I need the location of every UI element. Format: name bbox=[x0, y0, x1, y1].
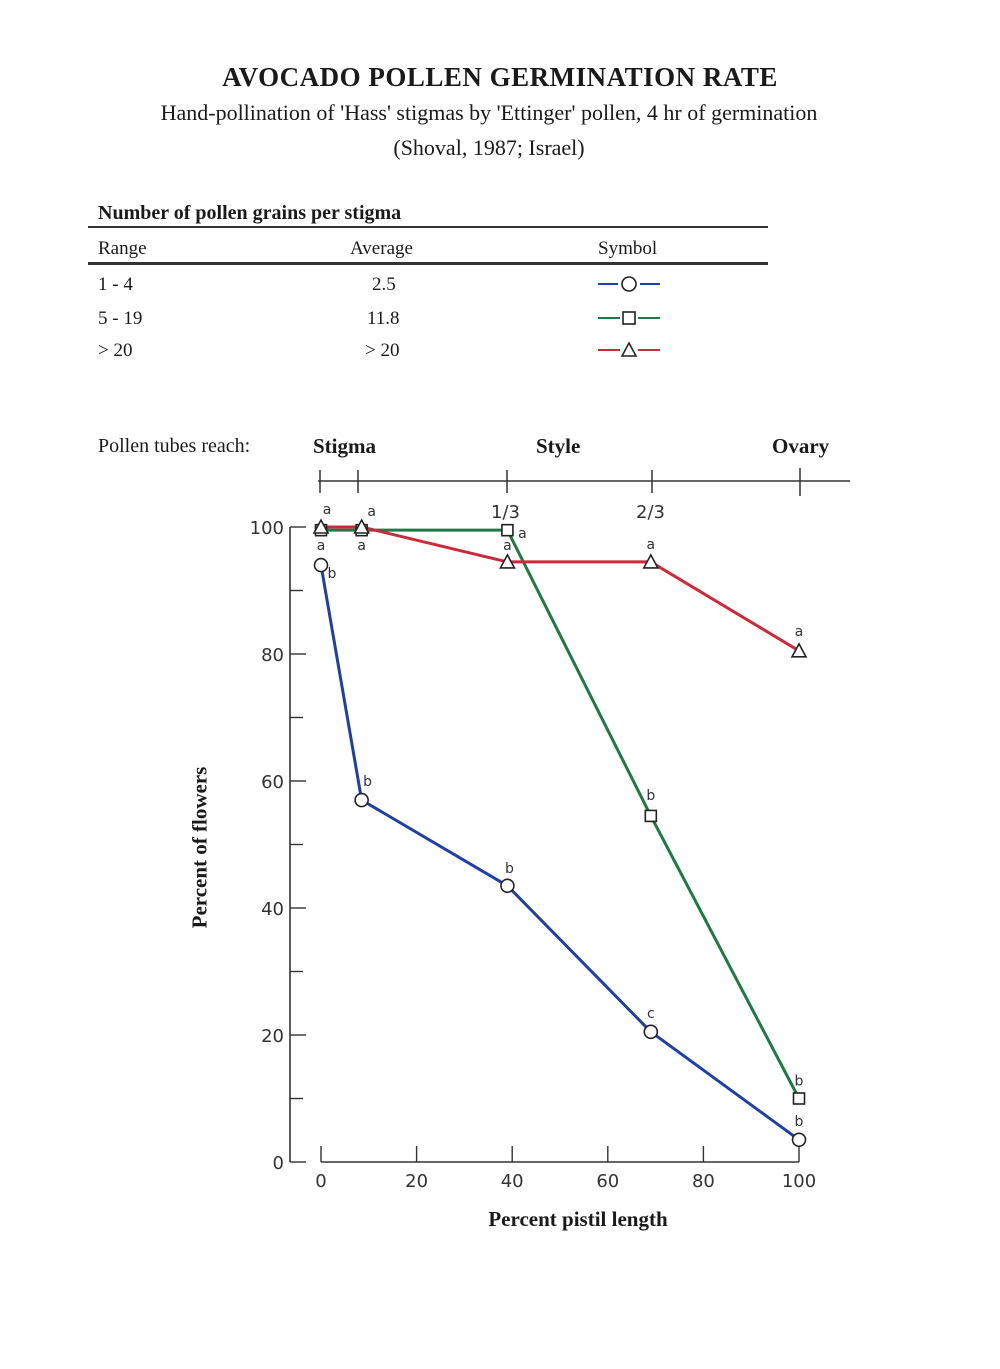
square-marker-4 bbox=[794, 1093, 805, 1104]
square-sig-label-2: a bbox=[518, 526, 527, 543]
y-tick-label-80: 80 bbox=[261, 645, 284, 666]
circle-marker-4 bbox=[793, 1133, 806, 1146]
row-2-range: 5 - 19 bbox=[98, 308, 143, 329]
col-header-average: Average bbox=[350, 238, 413, 259]
circle-sig-label-1: b bbox=[363, 774, 373, 791]
x-tick-label-100: 100 bbox=[781, 1171, 817, 1192]
square-sig-label-4: b bbox=[794, 1073, 804, 1090]
square-sig-label-3: b bbox=[646, 787, 656, 804]
triangle-sig-label-2: a bbox=[503, 537, 512, 554]
row-1-range: 1 - 4 bbox=[98, 274, 133, 295]
col-header-range: Range bbox=[98, 238, 147, 259]
pistil-axis bbox=[318, 468, 850, 523]
row-2-average: 11.8 bbox=[367, 308, 400, 329]
fraction-one-third: 1/3 bbox=[491, 502, 520, 523]
y-axis-label: Percent of flowers bbox=[187, 766, 212, 929]
x-tick-label-60: 60 bbox=[596, 1171, 620, 1192]
y-tick-label-60: 60 bbox=[261, 772, 284, 793]
series-line-circle bbox=[321, 565, 799, 1140]
x-tick-label-80: 80 bbox=[691, 1171, 715, 1192]
circle-sig-label-3: c bbox=[646, 1005, 655, 1022]
region-stigma-label: Stigma bbox=[313, 434, 376, 458]
square-sig-label-1: a bbox=[357, 538, 366, 555]
circle-marker-0 bbox=[315, 559, 328, 572]
square-marker-3 bbox=[645, 810, 656, 821]
x-axis-label: Percent pistil length bbox=[488, 1207, 668, 1231]
table-heading: Number of pollen grains per stigma bbox=[98, 202, 402, 224]
row-3-average: > 20 bbox=[365, 340, 400, 361]
region-style-label: Style bbox=[536, 434, 581, 458]
circle-marker-1 bbox=[355, 794, 368, 807]
y-tick-label-0: 0 bbox=[272, 1153, 284, 1174]
triangle-sig-label-1: a bbox=[367, 504, 376, 520]
chart-source: (Shoval, 1987; Israel) bbox=[393, 135, 585, 160]
series-lines bbox=[321, 527, 799, 1140]
y-tick-label-100: 100 bbox=[249, 518, 284, 539]
circle-marker-2 bbox=[501, 879, 514, 892]
series-markers bbox=[314, 520, 806, 1146]
x-tick-label-0: 0 bbox=[315, 1171, 327, 1192]
square-marker-2 bbox=[502, 525, 513, 536]
col-header-symbol: Symbol bbox=[598, 238, 658, 259]
square-sig-label-0: a bbox=[316, 538, 326, 555]
circle-sig-label-4: b bbox=[794, 1113, 804, 1130]
region-ovary-label: Ovary bbox=[772, 434, 830, 458]
y-tick-label-20: 20 bbox=[261, 1026, 284, 1047]
triangle-sig-label-3: a bbox=[646, 536, 656, 553]
triangle-sig-label-4: a bbox=[794, 623, 804, 640]
series-line-square bbox=[321, 530, 799, 1098]
triangle-sig-label-0: a bbox=[322, 502, 332, 518]
circle-marker-3 bbox=[644, 1025, 657, 1038]
row-3-range: > 20 bbox=[98, 340, 133, 361]
row-1-average: 2.5 bbox=[372, 274, 396, 295]
fraction-two-thirds: 2/3 bbox=[636, 502, 665, 523]
pollen-tubes-reach-label: Pollen tubes reach: bbox=[98, 435, 251, 457]
chart-title: AVOCADO POLLEN GERMINATION RATE bbox=[222, 62, 778, 92]
y-tick-label-40: 40 bbox=[261, 899, 284, 920]
triangle-marker-4 bbox=[792, 644, 806, 657]
circle-sig-label-2: b bbox=[504, 860, 514, 877]
chart-subtitle: Hand-pollination of 'Hass' stigmas by 'Ettinger' pollen, 4 hr of germination bbox=[160, 100, 818, 125]
circle-sig-label-0: b bbox=[327, 566, 337, 583]
x-tick-label-20: 20 bbox=[405, 1171, 429, 1192]
x-tick-label-40: 40 bbox=[500, 1171, 524, 1192]
